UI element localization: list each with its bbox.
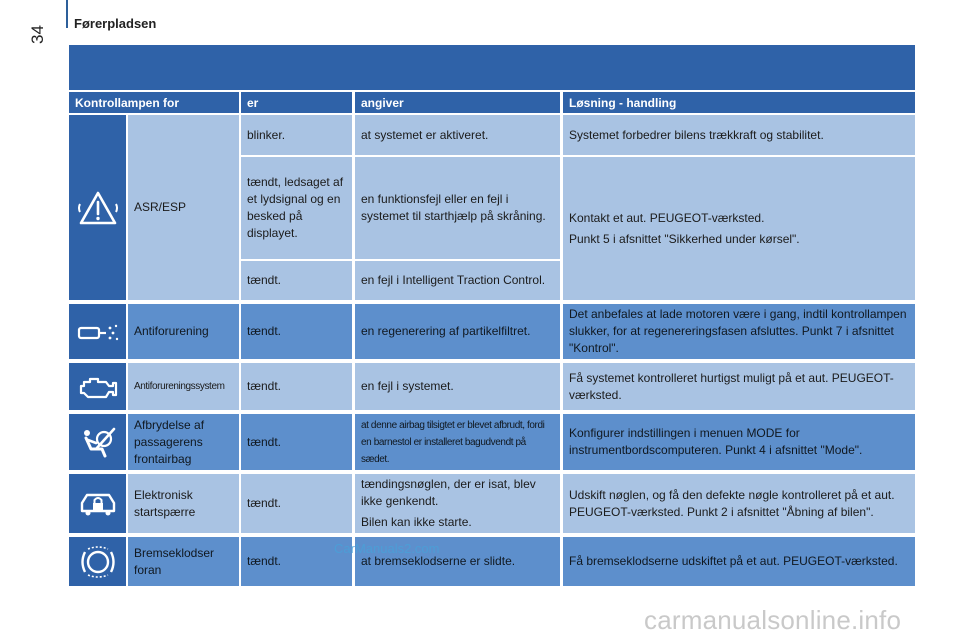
row-4-er: tændt. bbox=[241, 474, 352, 533]
row-1-er: tændt. bbox=[241, 304, 352, 359]
asr-angiver-2: en funktionsfejl eller en fejl i systemet til starthjælp på skråning. bbox=[355, 157, 560, 259]
header-kontrollampen: Kontrollampen for bbox=[69, 92, 239, 113]
row-4-losning: Udskift nøglen, og få den defekte nøgle kontrolleret på et aut. PEUGEOT-værksted. Punkt 2 i afsnittet "Åbning af bilen". bbox=[563, 474, 915, 533]
row-5-losning: Få bremseklodserne udskiftet på et aut. PEUGEOT-værksted. bbox=[563, 537, 915, 586]
asr-er-3: tændt. bbox=[241, 261, 352, 300]
car-lock-icon bbox=[78, 487, 118, 521]
row-5-er: tændt. bbox=[241, 537, 352, 586]
asr-angiver-1: at systemet er aktiveret. bbox=[355, 115, 560, 155]
warning-triangle-icon bbox=[78, 190, 118, 226]
row-4-angiver bbox=[355, 474, 560, 533]
page-number: 34 bbox=[28, 25, 47, 44]
header-losning: Løsning - handling bbox=[563, 92, 915, 113]
row-3-name: Afbrydelse af passagerens frontairbag bbox=[128, 414, 239, 470]
asr-losning-shared bbox=[563, 157, 915, 300]
row-4-icon-cell bbox=[69, 474, 126, 533]
title-band bbox=[69, 45, 915, 90]
row-5-name: Bremseklodser foran bbox=[128, 537, 239, 586]
row-2-angiver: en fejl i systemet. bbox=[355, 363, 560, 410]
asr-er-1: blinker. bbox=[241, 115, 352, 155]
asr-icon-cell bbox=[69, 115, 126, 300]
row-1-name: Antiforurening bbox=[128, 304, 239, 359]
exhaust-icon bbox=[76, 320, 120, 344]
row-3-er: tændt. bbox=[241, 414, 352, 470]
row-2-losning: Få systemet kontrolleret hurtigst muligt på et aut. PEUGEOT-værksted. bbox=[563, 363, 915, 410]
row-3-angiver: at denne airbag tilsigtet er blevet afbrudt, fordi en barnestol er installeret bagudvendt på sædet. bbox=[355, 414, 560, 470]
row-3-losning: Konfigurer indstillingen i menuen MODE for instrumentbordscomputeren. Punkt 4 i afsnittet "Mode". bbox=[563, 414, 915, 470]
footer-site: carmanualsonline.info bbox=[644, 605, 902, 635]
asr-losning-1: Systemet forbedrer bilens trækkraft og stabilitet. bbox=[563, 115, 915, 155]
airbag-off-icon bbox=[78, 425, 118, 459]
asr-losning-line-2: Punkt 5 i afsnittet "Sikkerhed under kørsel". bbox=[569, 231, 800, 246]
row-1-losning: Det anbefales at lade motoren være i gang, indtil kontrollampen slukker, for at regenereringsfasen afsluttes. Punkt 7 i afsnittet "Kontrol". bbox=[563, 304, 915, 359]
row-4-angiver-line-1: tændingsnøglen, der er isat, blev ikke genkendt. bbox=[361, 477, 536, 508]
section-title: Førerpladsen bbox=[74, 16, 157, 31]
asr-name: ASR/ESP bbox=[128, 115, 239, 300]
watermark-text: CarManuals2.com bbox=[334, 541, 440, 556]
brake-pads-icon bbox=[78, 544, 118, 580]
row-1-icon-cell bbox=[69, 304, 126, 359]
row-2-icon-cell bbox=[69, 363, 126, 410]
header-er: er bbox=[241, 92, 352, 113]
header-angiver: angiver bbox=[355, 92, 560, 113]
asr-losning-line-1: Kontakt et aut. PEUGEOT-værksted. bbox=[569, 210, 765, 225]
row-3-icon-cell bbox=[69, 414, 126, 470]
row-5-angiver: at bremseklodserne er slidte. bbox=[355, 537, 560, 586]
margin-rule bbox=[66, 0, 68, 28]
row-2-er: tændt. bbox=[241, 363, 352, 410]
row-2-name: Antiforureningssystem bbox=[128, 363, 239, 410]
row-1-angiver: en regenerering af partikelfiltret. bbox=[355, 304, 560, 359]
engine-icon bbox=[76, 373, 120, 401]
row-4-name: Elektronisk startspærre bbox=[128, 474, 239, 533]
asr-er-2: tændt, ledsaget af et lydsignal og en besked på displayet. bbox=[241, 157, 352, 259]
asr-angiver-3: en fejl i Intelligent Traction Control. bbox=[355, 261, 560, 300]
row-5-icon-cell bbox=[69, 537, 126, 586]
row-4-angiver-line-2: Bilen kan ikke starte. bbox=[361, 515, 472, 529]
